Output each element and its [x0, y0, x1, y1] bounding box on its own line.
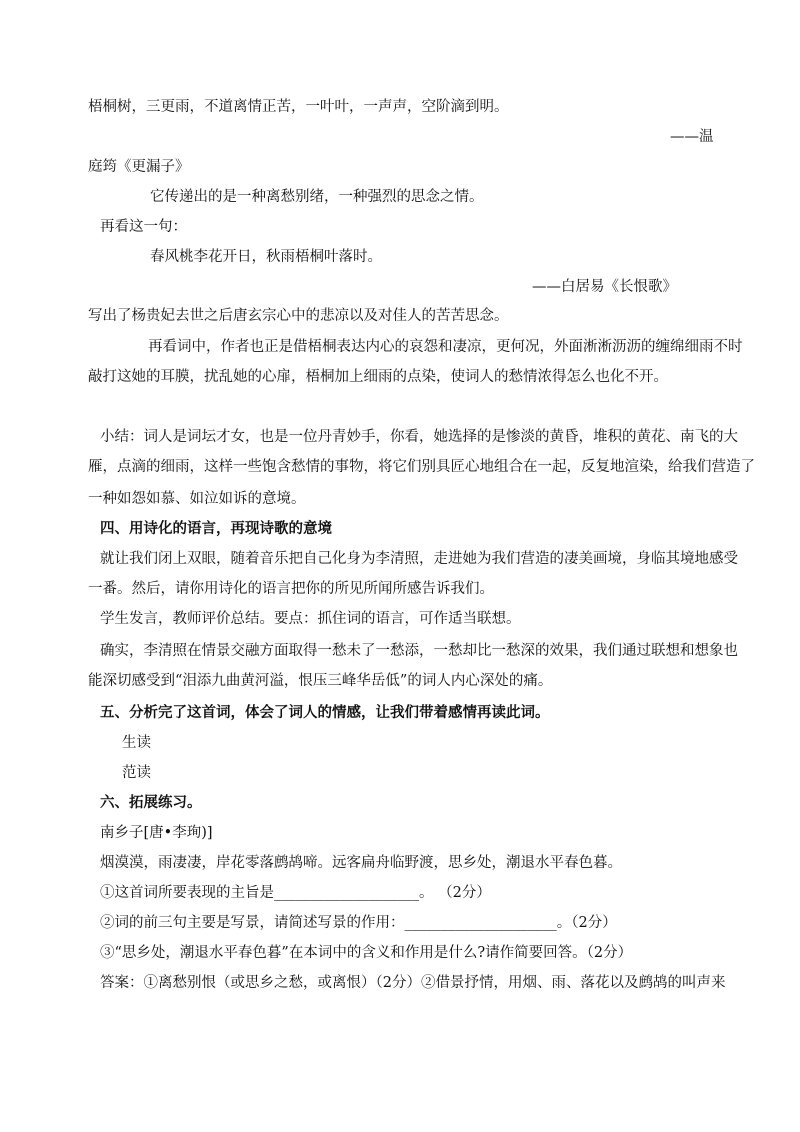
attribution-source: ——白居易《长恨歌》 [532, 279, 677, 295]
paragraph-line: 就让我们闭上双眼，随着音乐把自己化身为李清照，走进她为我们营造的凄美画境，身临其境地感受 [100, 551, 738, 567]
question-1: ①这首词所要表现的主旨是____________________。 （2分） [100, 885, 491, 901]
paragraph-line: 它传递出的是一种离愁别绪，一种强烈的思念之情。 [150, 189, 484, 205]
paragraph-line: 一番。然后，请你用诗化的语言把你的所见所闻所感告诉我们。 [88, 581, 494, 597]
paragraph-line: 写出了杨贵妃去世之后唐玄宗心中的悲凉以及对佳人的苦苦思念。 [88, 308, 509, 324]
poem-quote-line: 梧桐树，三更雨，不道离情正苦，一叶叶，一声声，空阶滴到明。 [88, 99, 509, 115]
reading-step: 生读 [122, 735, 151, 751]
section-heading: 五、分析完了这首词，体会了词人的情感，让我们带着感情再读此词。 [100, 704, 550, 721]
summary-line: 雁，点滴的细雨，这样一些饱含愁情的事物，将它们别具匠心地组合在一起，反复地渲染，给我们营造了 [88, 459, 755, 475]
paragraph-line: 再看这一句： [100, 219, 187, 235]
answer-line: 答案：①离愁别恨（或思乡之愁，或离恨）（2分）②借景抒情，用烟、雨、落花以及鹧鸪的叫声来 [100, 975, 726, 991]
paragraph-line: 能深切感受到“泪添九曲黄河溢，恨压三峰华岳低”的词人内心深处的痛。 [88, 673, 553, 689]
reading-step: 范读 [122, 765, 151, 781]
paragraph-line: 再看词中，作者也正是借梧桐表达内心的哀怨和凄凉，更何况，外面淅淅沥沥的缠绵细雨不时 [148, 339, 743, 355]
section-heading: 四、用诗化的语言，再现诗歌的意境 [100, 520, 332, 537]
poem-quote-line: 春风桃李花开日，秋雨梧桐叶落时。 [150, 249, 382, 265]
summary-line: 小结：词人是词坛才女，也是一位丹青妙手，你看，她选择的是惨淡的黄昏，堆积的黄花、南飞的大 [100, 429, 738, 445]
question-3: ③“思乡处，潮退水平春色暮”在本词中的含义和作用是什么?请作简要回答。（2分） [100, 945, 633, 961]
poem-text: 烟漠漠，雨凄凄，岸花零落鹧鸪啼。远客扁舟临野渡，思乡处，潮退水平春色暮。 [100, 855, 622, 871]
section-heading: 六、拓展练习。 [100, 794, 202, 811]
paragraph-line: 学生发言，教师评价总结。要点：抓住词的语言，可作适当联想。 [100, 611, 521, 627]
question-2: ②词的前三句主要是写景，请简述写景的作用：_____________________。（2分） [100, 915, 617, 931]
poem-title: 南乡子[唐•李珣)] [100, 825, 213, 841]
paragraph-line: 敲打这她的耳膜，扰乱她的心扉，梧桐加上细雨的点染，使词人的愁情浓得怎么也化不开。 [88, 369, 668, 385]
attribution-source: 庭筠《更漏子》 [88, 159, 190, 175]
paragraph-line: 确实，李清照在情景交融方面取得一愁未了一愁添，一愁却比一愁深的效果，我们通过联想和想象也 [100, 643, 738, 659]
attribution-dash: ——温 [670, 129, 714, 145]
summary-line: 一种如怨如慕、如泣如诉的意境。 [88, 491, 306, 507]
